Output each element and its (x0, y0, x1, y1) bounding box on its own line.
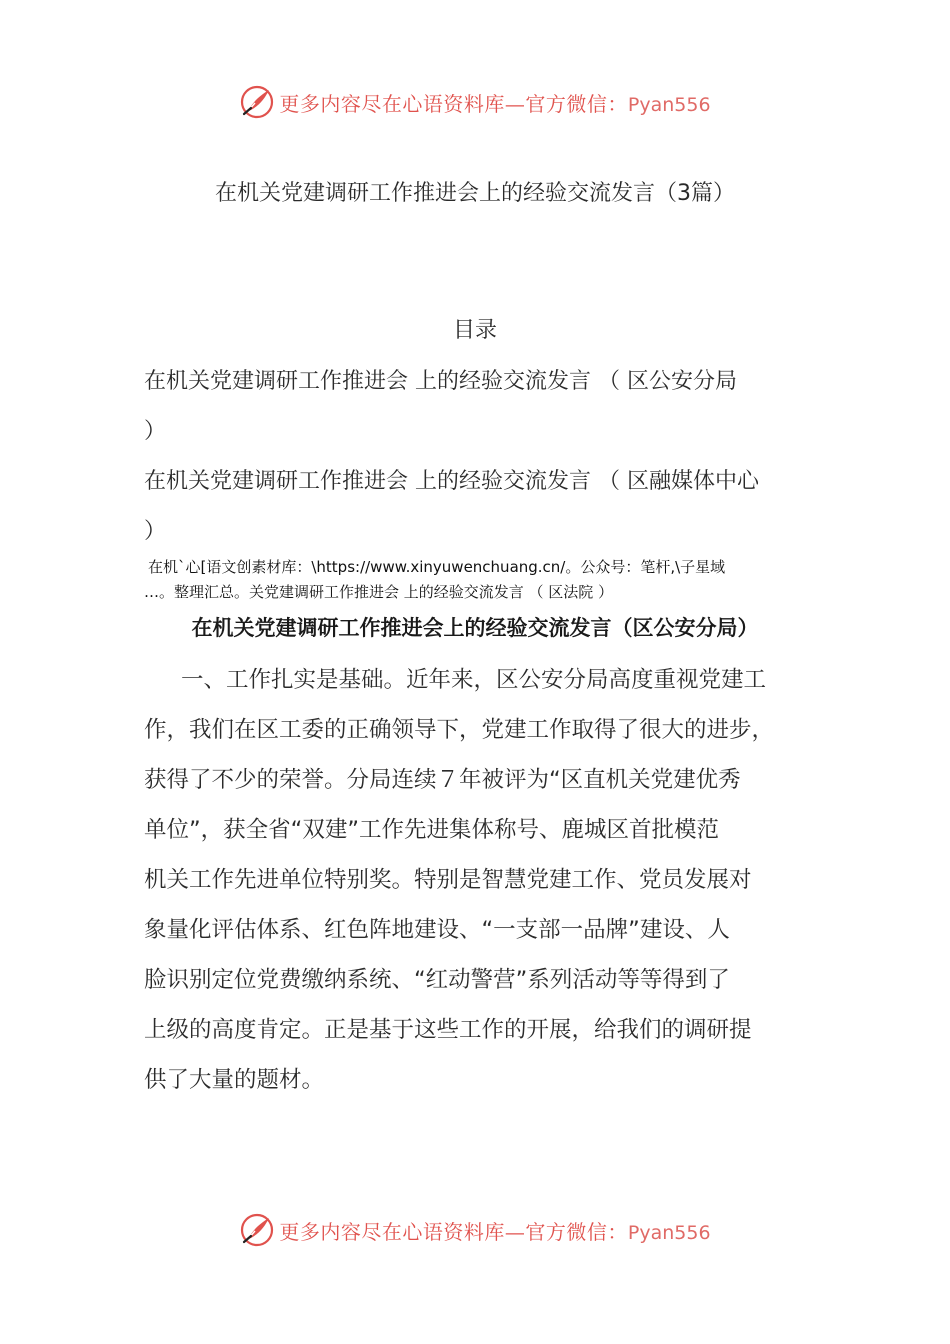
toc-heading: 目录 (452, 318, 497, 343)
body-line: 单位”，获全省“双建”工作先进集体称号、鹿城区首批模范 (144, 817, 719, 843)
body-line: 上级的高度肯定。正是基于这些工作的开展，给我们的调研提 (144, 1017, 752, 1043)
toc-entry-close-paren: ） (144, 519, 167, 544)
quill-pen-logo-icon (239, 1212, 275, 1248)
body-line: 一、工作扎实是基础。近年来，区公安分局高度重视党建工 (181, 667, 767, 693)
body-line: 脸识别定位党费缴纳系统、“红动警营”系列活动等等得到了 (144, 967, 730, 993)
footer-banner (0, 1210, 950, 1250)
source-note-line: …。整理汇总。关党建调研工作推进会 上的经验交流发言 （ 区法院 ） (144, 583, 614, 601)
banner-site-text: 更多内容尽在心语资料库—官方微信：Pyan556 (279, 91, 711, 116)
body-line: 象量化评估体系、红色阵地建设、“一支部一品牌”建设、人 (144, 917, 730, 943)
body-line: 获得了不少的荣誉。分局连续７年被评为“区直机关党建优秀 (144, 767, 741, 793)
body-line: 机关工作先进单位特别奖。特别是智慧党建工作、党员发展对 (144, 867, 752, 893)
toc-entry[interactable]: 在机关党建调研工作推进会 上的经验交流发言 （ 区公安分局 (144, 369, 737, 394)
body-line: 作，我们在区工委的正确领导下，党建工作取得了很大的进步， (144, 717, 775, 743)
document-title: 在机关党建调研工作推进会上的经验交流发言（3篇） (215, 181, 735, 206)
banner-site-text: 更多内容尽在心语资料库—官方微信：Pyan556 (279, 1219, 711, 1244)
toc-entry[interactable]: 在机关党建调研工作推进会 上的经验交流发言 （ 区融媒体中心 (144, 469, 759, 494)
body-paragraph (144, 655, 810, 1105)
banner-wechat-id: Pyan556 (627, 1221, 711, 1244)
section-heading: 在机关党建调研工作推进会上的经验交流发言（区公安分局） (191, 616, 759, 640)
quill-pen-logo-icon (239, 84, 275, 120)
header-banner (0, 82, 950, 122)
banner-wechat-id: Pyan556 (627, 93, 711, 116)
body-line: 供了大量的题材。 (144, 1067, 325, 1093)
source-note-line: 在机`心[语文创素材库：\https://www.xinyuwenchuang.cn/。公众号：笔杆,\子星域 (148, 558, 726, 576)
toc-entry-close-paren: ） (144, 419, 167, 444)
